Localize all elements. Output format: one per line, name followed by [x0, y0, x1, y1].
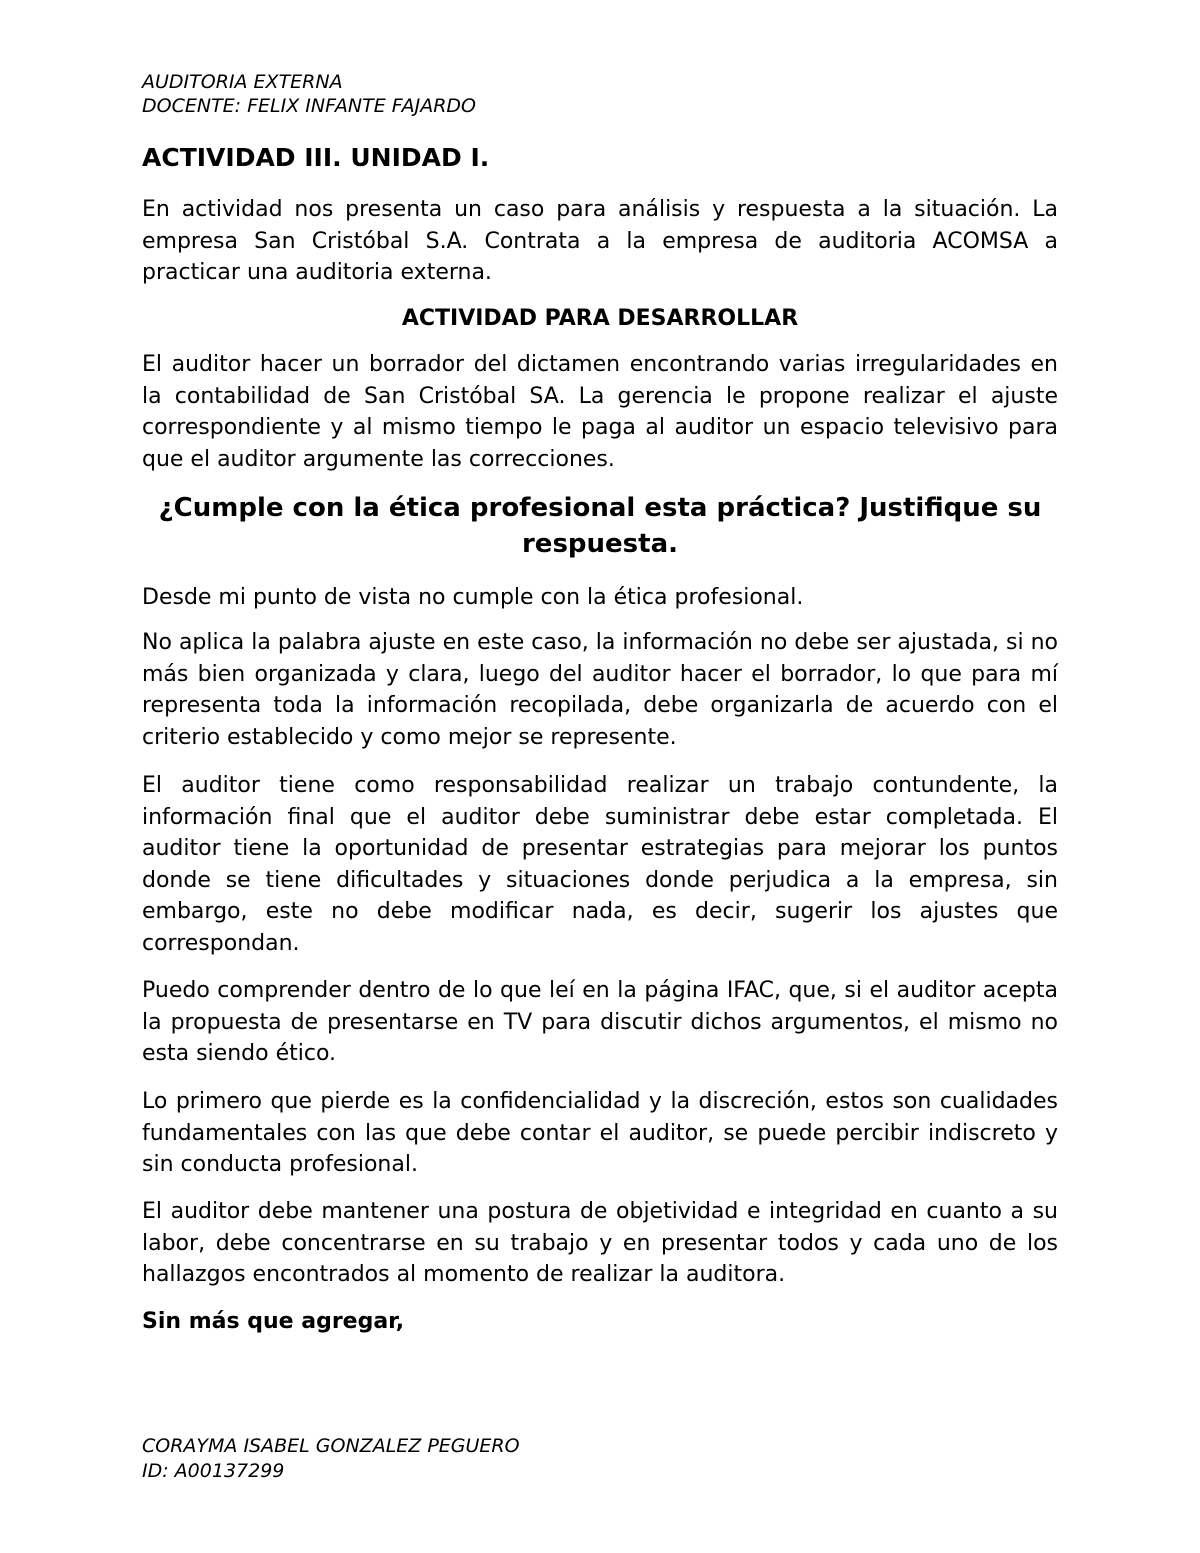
closing-line: Sin más que agregar, — [142, 1309, 405, 1334]
question-heading: ¿Cumple con la ética profesional esta práctica? Justifique su respuesta. — [158, 493, 1042, 559]
course-name: AUDITORIA EXTERNA — [142, 71, 343, 93]
activity-heading: ACTIVIDAD PARA DESARROLLAR — [401, 306, 799, 331]
document-title: ACTIVIDAD III. UNIDAD I. — [142, 143, 490, 172]
activity-paragraph: El auditor hacer un borrador del dictamen encontrando varias irregularidades en la contabilidad de San Cristóbal SA. La gerencia le propone realizar el ajuste correspondiente y al mismo tiempo le paga al auditor un espacio televisivo para que el auditor argumente las correcciones. — [142, 352, 1058, 472]
answer-paragraph-3: El auditor tiene como responsabilidad realizar un trabajo contundente, la información final que el auditor debe suministrar debe estar completada. El auditor tiene la oportunidad de presentar estrategias para mejorar los puntos donde se tiene dificultades y situaciones donde perjudica a la empresa, sin embargo, este no debe modificar nada, es decir, sugerir los ajustes que correspondan. — [142, 773, 1058, 956]
answer-paragraph-1: Desde mi punto de vista no cumple con la ética profesional. — [142, 585, 804, 610]
answer-paragraph-6: El auditor debe mantener una postura de objetividad e integridad en cuanto a su labor, debe concentrarse en su trabajo y en presentar todos y cada uno de los hallazgos encontrados al momento de realizar la auditora. — [142, 1199, 1058, 1287]
document-footer — [142, 1434, 520, 1484]
teacher-name: DOCENTE: FELIX INFANTE FAJARDO — [142, 95, 476, 117]
intro-paragraph: En actividad nos presenta un caso para análisis y respuesta a la situación. La empresa San Cristóbal S.A. Contrata a la empresa de auditoria ACOMSA a practicar una auditoria externa. — [142, 197, 1058, 285]
document-body — [142, 70, 1058, 1334]
answer-paragraph-2: No aplica la palabra ajuste en este caso, la información no debe ser ajustada, si no más bien organizada y clara, luego del auditor hacer el borrador, lo que para mí representa toda la información recopilada, debe organizarla de acuerdo con el criterio establecido y como mejor se represente. — [142, 630, 1058, 750]
answer-paragraph-4: Puedo comprender dentro de lo que leí en la página IFAC, que, si el auditor acepta la propuesta de presentarse en TV para discutir dichos argumentos, el mismo no esta siendo ético. — [142, 978, 1058, 1066]
author-name: CORAYMA ISABEL GONZALEZ PEGUERO — [142, 1435, 520, 1457]
author-id: ID: A00137299 — [142, 1460, 285, 1482]
answer-paragraph-5: Lo primero que pierde es la confidencialidad y la discreción, estos son cualidades fundamentales con las que debe contar el auditor, se puede percibir indiscreto y sin conducta profesional. — [142, 1089, 1058, 1177]
document-header — [142, 70, 1058, 118]
